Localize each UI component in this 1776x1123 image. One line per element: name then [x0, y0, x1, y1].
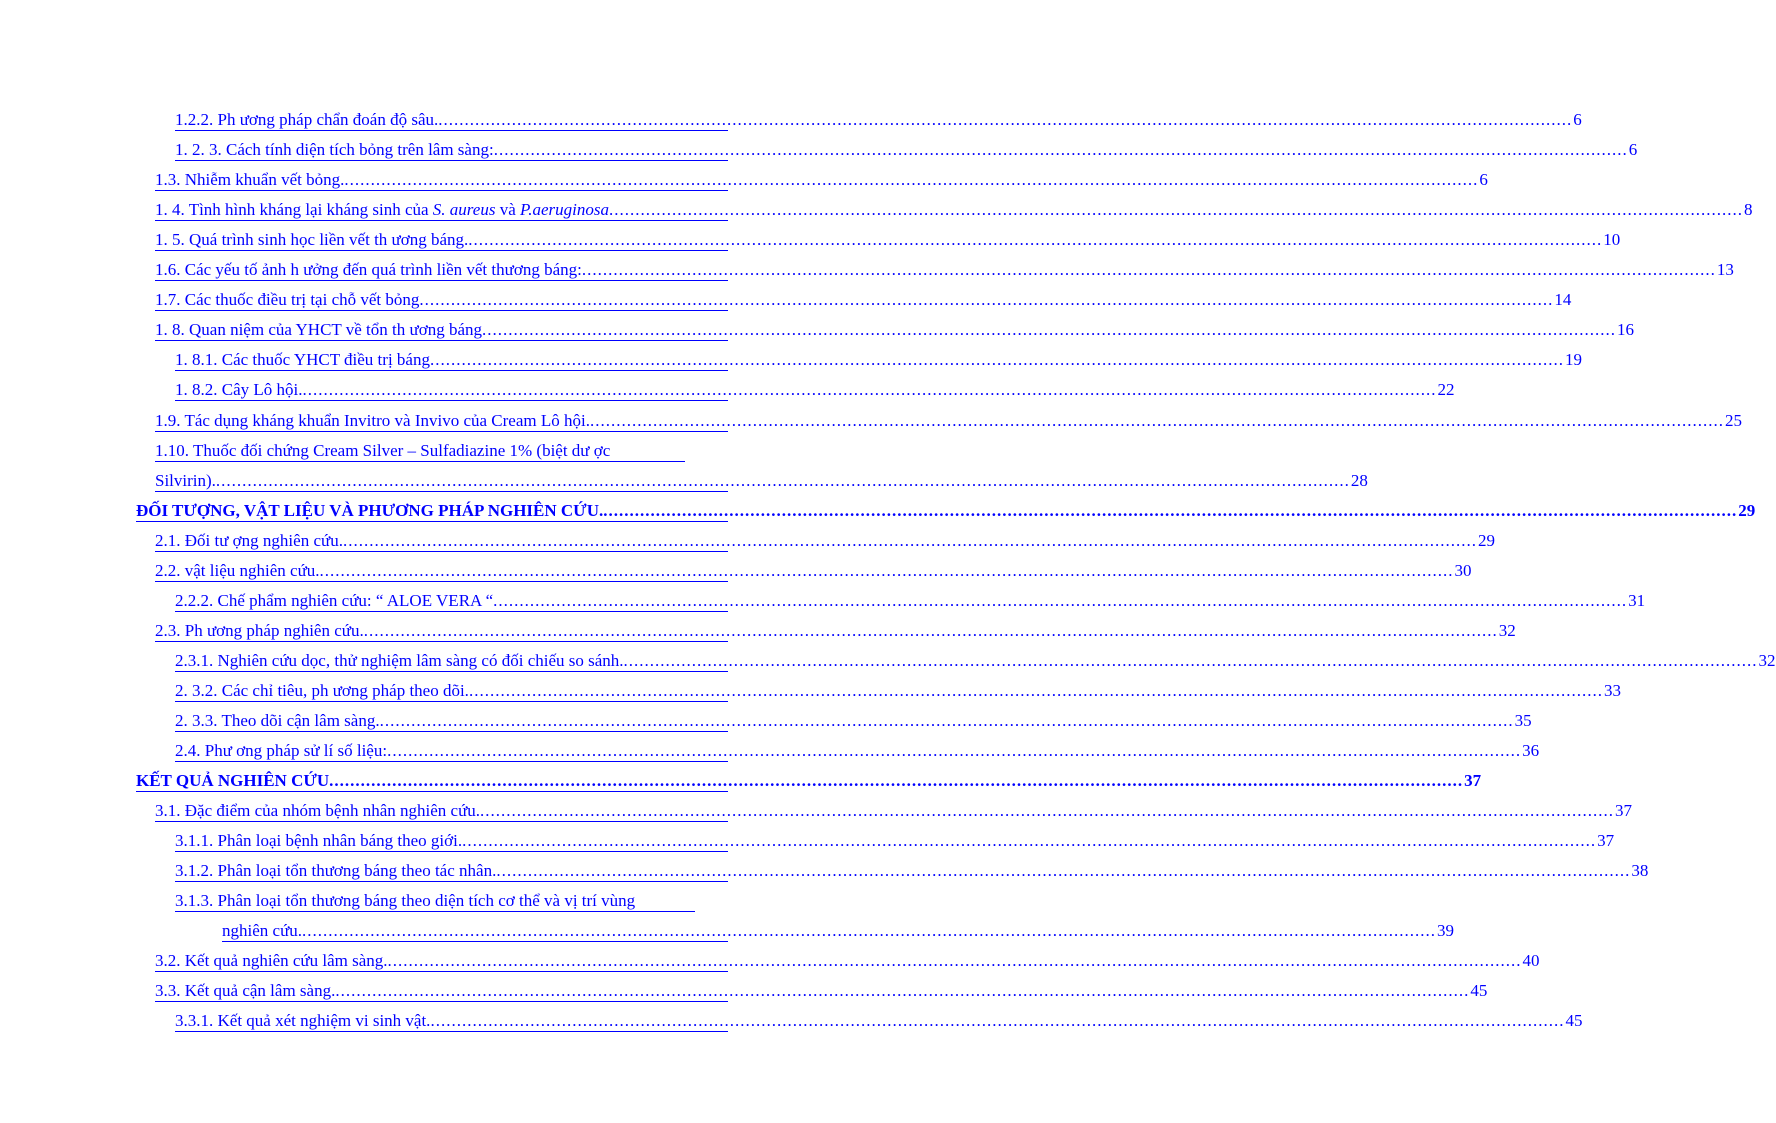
toc-entry[interactable] [222, 921, 1455, 942]
toc-entry[interactable] [155, 621, 1516, 642]
toc-entry[interactable] [155, 471, 1368, 492]
toc-entry-title: 2. 3.3. Theo dõi cận lâm sàng. [175, 711, 380, 730]
toc-entry-page: 29 [1477, 531, 1495, 550]
toc-entry-page: 35 [1514, 711, 1532, 730]
toc-entry-title: 1. 2. 3. Cách tính diện tích bỏng trên lâm sàng: [175, 140, 494, 159]
toc-entry[interactable] [175, 681, 1621, 702]
toc-entry[interactable] [155, 320, 1634, 341]
toc-chapter-entry[interactable] [136, 771, 1482, 792]
toc-entry[interactable] [175, 861, 1649, 882]
toc-entry-page: 6 [1628, 140, 1638, 159]
toc-entry-page: 13 [1716, 260, 1734, 279]
toc-entry[interactable] [155, 951, 1540, 972]
toc-entry-page: 45 [1470, 981, 1488, 1000]
toc-entry-title-line1[interactable]: 3.1.3. Phân loại tổn thương báng theo diện tích cơ thể và vị trí vùng [175, 891, 695, 912]
toc-entry[interactable] [175, 1011, 1583, 1032]
toc-entry[interactable] [155, 200, 1753, 221]
toc-entry-page: 32 [1498, 621, 1516, 640]
toc-chapter-entry[interactable] [136, 501, 1756, 522]
toc-entry[interactable] [175, 350, 1582, 371]
toc-entry-title: 1. 8.1. Các thuốc YHCT điều trị báng [175, 350, 430, 369]
toc-entry[interactable] [155, 801, 1633, 822]
toc-entry-title: 3.1. Đặc điểm của nhóm bệnh nhân nghiên cứu. [155, 801, 481, 820]
toc-entry[interactable] [155, 230, 1621, 251]
toc-entry-title: 3.1.1. Phân loại bệnh nhân báng theo giới. [175, 831, 463, 850]
toc-entry-title-line1[interactable]: 1.10. Thuốc đối chứng Cream Silver – Sulfadiazine 1% (biệt dư ợc [155, 441, 685, 462]
toc-entry-title: 1. 4. Tình hình kháng lại kháng sinh của S. aureus và P.aeruginosa [155, 200, 609, 219]
toc-entry-page: 38 [1631, 861, 1649, 880]
toc-entry-title: 2.2. vật liệu nghiên cứu. [155, 561, 320, 580]
toc-entry[interactable] [175, 651, 1776, 672]
toc-entry-page: 19 [1564, 350, 1582, 369]
toc-entry-page: 14 [1554, 290, 1572, 309]
toc-entry-title: KẾT QUẢ NGHIÊN CỨU [136, 771, 330, 790]
toc-entry-page: 6 [1573, 110, 1582, 129]
toc-entry[interactable] [155, 260, 1734, 281]
toc-entry-title: 1. 8.2. Cây Lô hội. [175, 380, 303, 399]
toc-entry-title: 2. 3.2. Các chỉ tiêu, ph ương pháp theo dõi. [175, 681, 469, 700]
toc-entry-page: 25 [1724, 411, 1742, 430]
toc-entry[interactable] [155, 170, 1488, 191]
toc-entry-page: 36 [1522, 741, 1540, 760]
toc-entry-page: 28 [1350, 471, 1368, 490]
toc-entry-title-line2: nghiên cứu. [222, 921, 303, 940]
toc-entry-page: 45 [1565, 1011, 1583, 1030]
toc-entry[interactable] [175, 110, 1582, 131]
toc-entry-page: 30 [1454, 561, 1472, 580]
toc-entry[interactable] [175, 380, 1455, 401]
toc-entry[interactable] [155, 290, 1572, 311]
toc-entry-page: 33 [1603, 681, 1621, 700]
toc-entry-title: 2.2.2. Chế phẩm nghiên cứu: “ ALOE VERA “ [175, 591, 494, 610]
species-name: P.aeruginosa [520, 200, 609, 219]
toc-entry-title: 1. 8. Quan niệm của YHCT về tổn th ương báng [155, 320, 482, 339]
toc-entry-title: 2.4. Phư ơng pháp sử lí số liệu: [175, 741, 388, 760]
toc-entry-title: 1.9. Tác dụng kháng khuẩn Invitro và Invivo của Cream Lô hội. [155, 411, 590, 430]
toc-entry[interactable] [155, 531, 1495, 552]
toc-entry-title: 1.6. Các yếu tố ảnh h ưởng đến quá trình liền vết thương báng: [155, 260, 582, 279]
toc-entry[interactable] [175, 591, 1646, 612]
toc-entry-title: 1.2.2. Ph ương pháp chẩn đoán độ sâu. [175, 110, 439, 129]
toc-entry-page: 10 [1603, 230, 1621, 249]
toc-entry-title: 1.3. Nhiễm khuẩn vết bỏng. [155, 170, 345, 189]
toc-entry[interactable] [155, 561, 1472, 582]
toc-entry-page: 16 [1616, 320, 1634, 339]
toc-entry[interactable] [175, 140, 1638, 161]
toc-entry-title: 3.2. Kết quả nghiên cứu lâm sàng. [155, 951, 388, 970]
toc-entry-page: 40 [1522, 951, 1540, 970]
toc-entry[interactable] [155, 411, 1742, 432]
toc-entry-title: 3.3. Kết quả cận lâm sàng. [155, 981, 336, 1000]
toc-entry-title: 1.7. Các thuốc điều trị tại chỗ vết bỏng [155, 290, 420, 309]
toc-entry-page: 29 [1738, 501, 1756, 520]
toc-entry-page: 32 [1758, 651, 1776, 670]
toc-entry[interactable] [175, 831, 1615, 852]
toc-entry-title: 2.3.1. Nghiên cứu dọc, thử nghiệm lâm sàng có đối chiếu so sánh. [175, 651, 624, 670]
toc-entry[interactable] [175, 711, 1532, 732]
species-name: S. aureus [432, 200, 496, 219]
toc-entry-title-line2: Silvirin). [155, 471, 216, 490]
toc-entry[interactable] [175, 741, 1540, 762]
toc-entry-page: 37 [1464, 771, 1482, 790]
toc-entry-title: 1. 5. Quá trình sinh học liền vết th ương báng. [155, 230, 469, 249]
toc-entry-title: 3.3.1. Kết quả xét nghiệm vi sinh vật. [175, 1011, 431, 1030]
toc-entry-page: 22 [1437, 380, 1455, 399]
toc-entry-page: 37 [1597, 831, 1615, 850]
toc-entry-page: 31 [1628, 591, 1646, 610]
toc-entry-title: ĐỐI TƯỢNG, VẬT LIỆU VÀ PHƯƠNG PHÁP NGHIÊN CỨU. [136, 501, 604, 520]
toc-entry-page: 6 [1479, 170, 1488, 189]
toc-entry-title: 3.1.2. Phân loại tổn thương báng theo tác nhân. [175, 861, 497, 880]
toc-entry-page: 8 [1743, 200, 1753, 219]
toc-entry-page: 39 [1437, 921, 1455, 940]
toc-entry-title: 2.3. Ph ương pháp nghiên cứu. [155, 621, 364, 640]
toc-entry-page: 37 [1615, 801, 1633, 820]
toc-entry[interactable] [155, 981, 1488, 1002]
toc-entry-title: 2.1. Đối tư ợng nghiên cứu. [155, 531, 343, 550]
